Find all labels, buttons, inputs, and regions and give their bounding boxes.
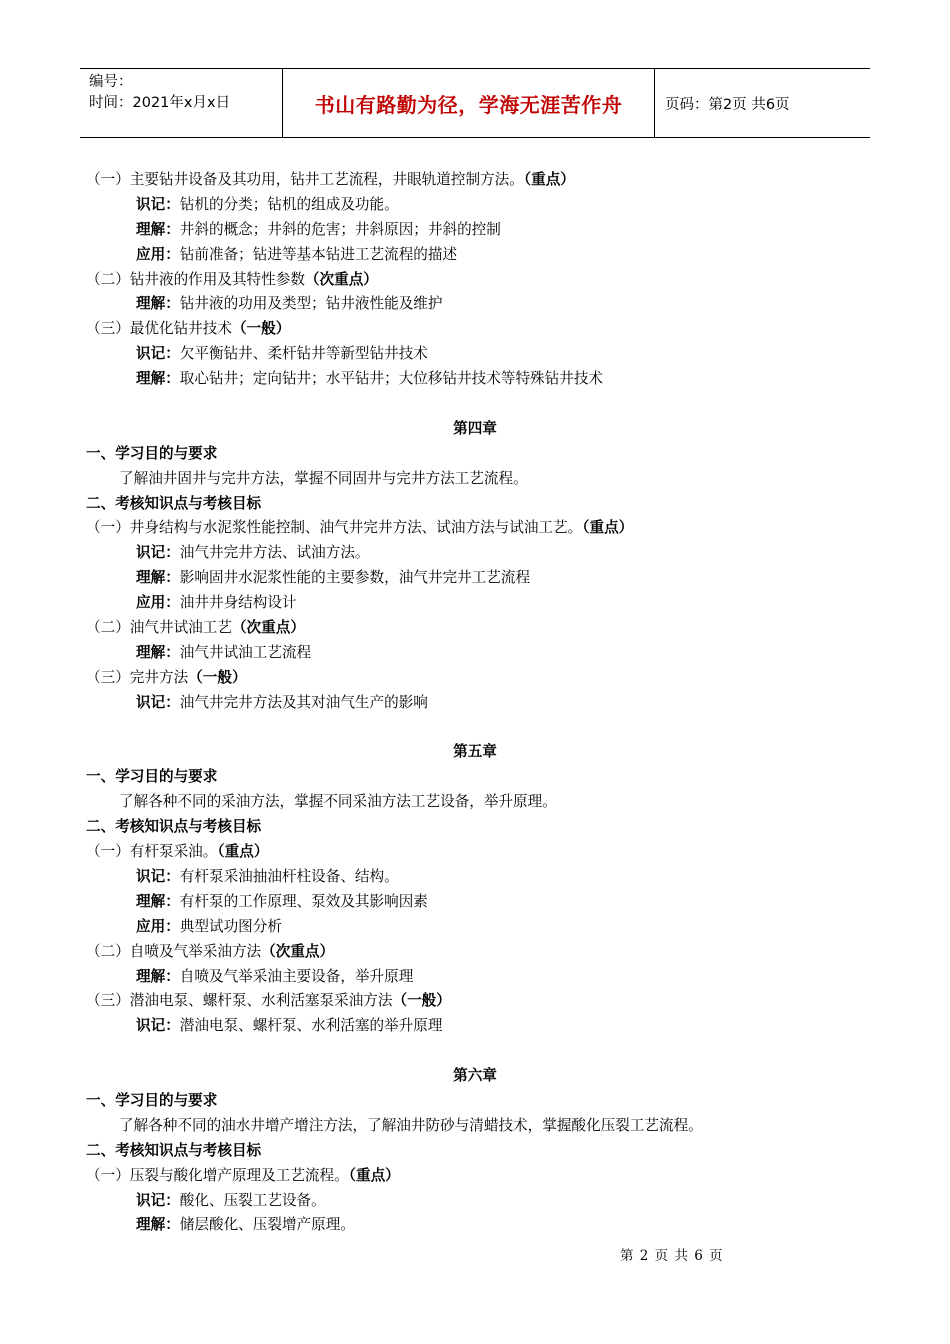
section-detail: 理解：钻井液的功用及类型；钻井液性能及维护 [136, 295, 443, 313]
section-detail: 识记：潜油电泵、螺杆泵、水利活塞的举升原理 [136, 1017, 443, 1035]
paragraph: 了解各种不同的采油方法，掌握不同采油方法工艺设备，举升原理。 [119, 793, 557, 811]
section-detail: 识记：油气井完井方法及其对油气生产的影响 [136, 693, 428, 711]
header-time: 时间：2021年x月x日 [89, 95, 231, 111]
section-item: （三）最优化钻井技术（一般） [86, 320, 291, 338]
paragraph: 了解油井固井与完井方法，掌握不同固井与完井方法工艺流程。 [119, 469, 528, 487]
chapter-title: 第四章 [453, 419, 497, 437]
section-item: （一）主要钻井设备及其功用，钻井工艺流程，井眼轨道控制方法。（重点） [86, 171, 575, 188]
section-item: （三）潜油电泵、螺杆泵、水利活塞泵采油方法（一般） [86, 992, 451, 1010]
section-item: （二）自喷及气举采油方法（次重点） [86, 942, 335, 960]
section-detail: 理解：油气井试油工艺流程 [136, 643, 312, 661]
section-detail: 应用：油井井身结构设计 [136, 594, 297, 612]
section-detail: 应用：典型试功图分析 [136, 917, 282, 935]
section-item: （二）油气井试油工艺（次重点） [86, 619, 305, 637]
section-item: （一）有杆泵采油。（重点） [86, 843, 269, 861]
section-detail: 理解：影响固井水泥浆性能的主要参数，油气井完井工艺流程 [136, 569, 531, 587]
section-detail: 识记：酸化、压裂工艺设备。 [136, 1191, 326, 1209]
header-meta [80, 69, 283, 137]
chapter-title: 第五章 [453, 743, 497, 761]
section-heading: 二、考核知识点与考核目标 [86, 818, 262, 836]
paragraph: 了解各种不同的油水井增产增注方法，了解油井防砂与清蜡技术，掌握酸化压裂工艺流程。 [119, 1116, 703, 1134]
section-heading: 二、考核知识点与考核目标 [86, 1141, 262, 1159]
header-motto: 书山有路勤为径，学海无涯苦作舟 [283, 69, 655, 137]
chapter-title: 第六章 [453, 1067, 497, 1085]
section-heading: 一、学习目的与要求 [86, 768, 218, 786]
section-detail: 识记：有杆泵采油抽油杆柱设备、结构。 [136, 867, 399, 885]
page-header [80, 68, 870, 138]
section-heading: 一、学习目的与要求 [86, 444, 218, 462]
section-heading: 二、考核知识点与考核目标 [86, 494, 262, 512]
section-item: （一）井身结构与水泥浆性能控制、油气井完井方法、试油方法与试油工艺。（重点） [86, 519, 634, 537]
header-page-info: 页码：第2页 共6页 [665, 96, 790, 113]
section-item: （二）钻井液的作用及其特性参数（次重点） [86, 270, 378, 288]
section-detail: 理解：储层酸化、压裂增产原理。 [136, 1216, 355, 1234]
section-detail: 理解：取心钻井；定向钻井；水平钻井；大位移钻井技术等特殊钻井技术 [136, 370, 604, 388]
section-item: （三）完井方法（一般） [86, 668, 247, 686]
section-heading: 一、学习目的与要求 [86, 1091, 218, 1109]
section-detail: 应用：钻前准备；钻进等基本钻进工艺流程的描述 [136, 245, 458, 263]
header-number: 编号： [89, 74, 133, 90]
section-detail: 理解：井斜的概念；井斜的危害；井斜原因；井斜的控制 [136, 220, 501, 238]
section-detail: 理解：有杆泵的工作原理、泵效及其影响因素 [136, 892, 428, 910]
page-footer: 第 2 页 共 6 页 [620, 1248, 723, 1264]
section-item: （一）压裂与酸化增产原理及工艺流程。（重点） [86, 1166, 400, 1184]
section-detail: 识记：钻机的分类；钻机的组成及功能。 [136, 195, 399, 213]
section-detail: 识记：油气井完井方法、试油方法。 [136, 544, 370, 562]
document-body [86, 168, 876, 1238]
section-detail: 理解：自喷及气举采油主要设备，举升原理 [136, 967, 414, 985]
section-detail: 识记：欠平衡钻井、柔杆钻井等新型钻井技术 [136, 345, 428, 363]
